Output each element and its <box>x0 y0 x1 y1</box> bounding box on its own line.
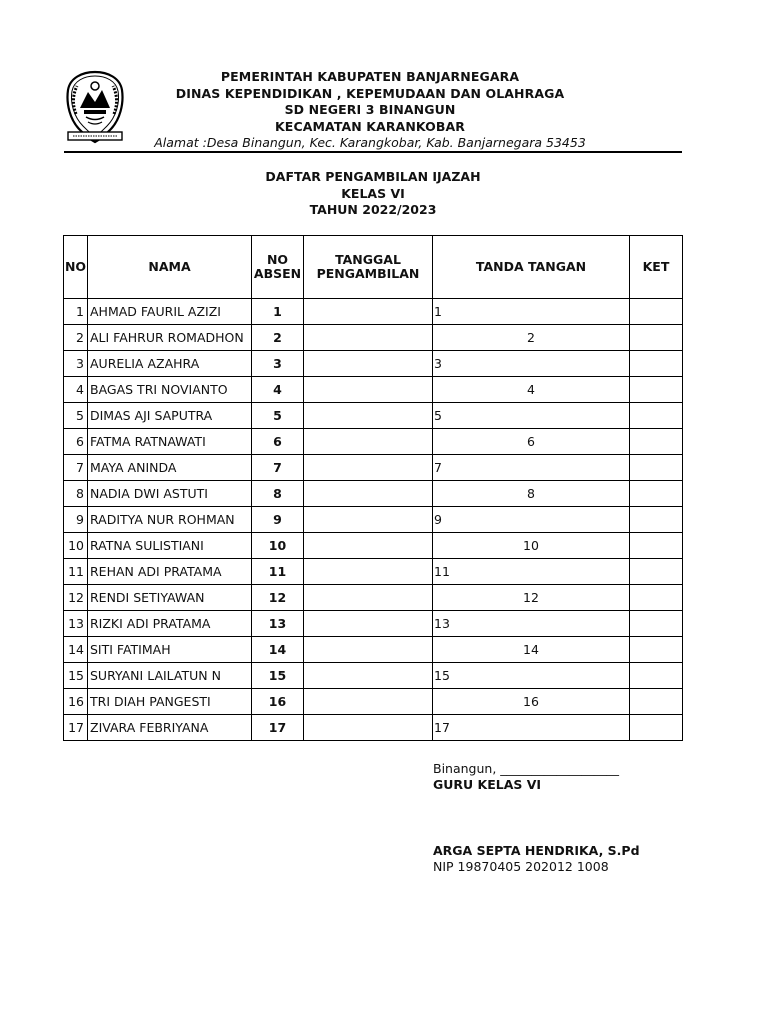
cell-tanggal <box>304 715 433 741</box>
cell-no-absen: 11 <box>252 559 304 585</box>
table-row <box>64 585 683 611</box>
title-line-2: KELAS VI <box>341 185 405 201</box>
cell-nama: RATNA SULISTIANI <box>88 533 252 559</box>
letterhead-divider <box>64 151 682 153</box>
letterhead-line-1: PEMERINTAH KABUPATEN BANJARNEGARA <box>220 69 520 84</box>
cell-tanda-tangan: 16 <box>433 689 630 715</box>
header-tanggal-line-1: TANGGAL <box>335 252 401 267</box>
header-tanggal-line-2: PENGAMBILAN <box>316 266 420 281</box>
cell-no: 5 <box>64 403 88 429</box>
cell-tanggal <box>304 377 433 403</box>
signature-name: ARGA SEPTA HENDRIKA, S.Pd <box>433 843 640 858</box>
cell-tanggal <box>304 637 433 663</box>
signature-block <box>433 761 619 793</box>
cell-ket <box>630 689 683 715</box>
cell-no: 12 <box>64 585 88 611</box>
letterhead-address: Alamat :Desa Binangun, Kec. Karangkobar, Kab. Banjarnegara 53453 <box>154 135 586 150</box>
table-row <box>64 455 683 481</box>
cell-ket <box>630 403 683 429</box>
cell-ket <box>630 663 683 689</box>
cell-tanggal <box>304 533 433 559</box>
cell-ket <box>630 559 683 585</box>
signature-role: GURU KELAS VI <box>433 777 542 792</box>
cell-tanda-tangan: 4 <box>433 377 630 403</box>
cell-ket <box>630 325 683 351</box>
cell-tanda-tangan: 6 <box>433 429 630 455</box>
table-row <box>64 377 683 403</box>
letterhead-line-4: KECAMATAN KARANKOBAR <box>275 118 465 134</box>
cell-tanggal <box>304 455 433 481</box>
cell-ket <box>630 299 683 325</box>
letterhead-line-2: DINAS KEPENDIDIKAN , KEPEMUDAAN DAN OLAHRAGA <box>175 85 565 101</box>
cell-nama: ZIVARA FEBRIYANA <box>88 715 252 741</box>
cell-no: 2 <box>64 325 88 351</box>
regency-seal-logo <box>64 70 126 144</box>
cell-no-absen: 16 <box>252 689 304 715</box>
cell-no-absen: 10 <box>252 533 304 559</box>
cell-no: 8 <box>64 481 88 507</box>
table-row <box>64 481 683 507</box>
table-row <box>64 689 683 715</box>
cell-no: 9 <box>64 507 88 533</box>
cell-no: 13 <box>64 611 88 637</box>
table-row <box>64 663 683 689</box>
table-row <box>64 507 683 533</box>
cell-nama: RIZKI ADI PRATAMA <box>88 611 252 637</box>
cell-tanggal <box>304 689 433 715</box>
cell-no: 1 <box>64 299 88 325</box>
cell-no: 4 <box>64 377 88 403</box>
cell-tanggal <box>304 325 433 351</box>
header-no-absen-line-2: ABSEN <box>253 266 302 281</box>
cell-nama: REHAN ADI PRATAMA <box>88 559 252 585</box>
table-header-row <box>64 236 683 299</box>
cell-nama: BAGAS TRI NOVIANTO <box>88 377 252 403</box>
cell-nama: ALI FAHRUR ROMADHON <box>88 325 252 351</box>
cell-nama: DIMAS AJI SAPUTRA <box>88 403 252 429</box>
cell-no-absen: 1 <box>252 299 304 325</box>
signature-nip: NIP 19870405 202012 1008 <box>433 859 609 874</box>
signature-name-block <box>433 843 640 875</box>
cell-ket <box>630 429 683 455</box>
cell-tanda-tangan: 1 <box>433 299 630 325</box>
header-tanda-tangan: TANDA TANGAN <box>433 236 630 299</box>
cell-tanda-tangan: 12 <box>433 585 630 611</box>
cell-nama: AURELIA AZAHRA <box>88 351 252 377</box>
table-row <box>64 559 683 585</box>
diploma-collection-table <box>63 235 683 741</box>
title-line-3: TAHUN 2022/2023 <box>309 202 437 217</box>
cell-nama: MAYA ANINDA <box>88 455 252 481</box>
cell-tanggal <box>304 351 433 377</box>
cell-tanda-tangan: 17 <box>433 715 630 741</box>
table-row <box>64 533 683 559</box>
signature-place-date: Binangun, ___________________ <box>433 761 620 776</box>
cell-tanggal <box>304 585 433 611</box>
table-row <box>64 611 683 637</box>
header-no-absen <box>252 236 304 299</box>
cell-no-absen: 8 <box>252 481 304 507</box>
cell-tanggal <box>304 611 433 637</box>
cell-no-absen: 6 <box>252 429 304 455</box>
cell-nama: FATMA RATNAWATI <box>88 429 252 455</box>
cell-nama: RENDI SETIYAWAN <box>88 585 252 611</box>
cell-no: 7 <box>64 455 88 481</box>
table-row <box>64 403 683 429</box>
cell-nama: SITI FATIMAH <box>88 637 252 663</box>
cell-ket <box>630 455 683 481</box>
cell-tanda-tangan: 10 <box>433 533 630 559</box>
cell-no-absen: 13 <box>252 611 304 637</box>
cell-no: 14 <box>64 637 88 663</box>
cell-ket <box>630 585 683 611</box>
cell-tanda-tangan: 15 <box>433 663 630 689</box>
cell-no-absen: 12 <box>252 585 304 611</box>
cell-tanda-tangan: 3 <box>433 351 630 377</box>
table-row <box>64 715 683 741</box>
cell-ket <box>630 715 683 741</box>
title-line-1: DAFTAR PENGAMBILAN IJAZAH <box>265 169 481 184</box>
cell-tanggal <box>304 481 433 507</box>
cell-tanda-tangan: 7 <box>433 455 630 481</box>
cell-nama: TRI DIAH PANGESTI <box>88 689 252 715</box>
cell-no: 15 <box>64 663 88 689</box>
document-title <box>64 169 682 219</box>
cell-no-absen: 9 <box>252 507 304 533</box>
cell-tanda-tangan: 2 <box>433 325 630 351</box>
cell-no-absen: 15 <box>252 663 304 689</box>
cell-ket <box>630 351 683 377</box>
cell-no-absen: 14 <box>252 637 304 663</box>
cell-no-absen: 7 <box>252 455 304 481</box>
cell-ket <box>630 637 683 663</box>
cell-no-absen: 17 <box>252 715 304 741</box>
cell-tanda-tangan: 5 <box>433 403 630 429</box>
table-row <box>64 429 683 455</box>
cell-ket <box>630 533 683 559</box>
cell-ket <box>630 507 683 533</box>
cell-no-absen: 4 <box>252 377 304 403</box>
cell-ket <box>630 611 683 637</box>
cell-tanda-tangan: 9 <box>433 507 630 533</box>
letterhead <box>150 69 590 151</box>
cell-tanda-tangan: 14 <box>433 637 630 663</box>
cell-tanggal <box>304 429 433 455</box>
cell-tanda-tangan: 11 <box>433 559 630 585</box>
cell-no: 10 <box>64 533 88 559</box>
table-row <box>64 299 683 325</box>
cell-nama: RADITYA NUR ROHMAN <box>88 507 252 533</box>
header-ket: KET <box>630 236 683 299</box>
header-tanggal-pengambilan <box>304 236 433 299</box>
table-row <box>64 637 683 663</box>
header-no: NO <box>64 236 88 299</box>
cell-nama: SURYANI LAILATUN N <box>88 663 252 689</box>
cell-ket <box>630 377 683 403</box>
letterhead-line-3: SD NEGERI 3 BINANGUN <box>284 102 456 117</box>
cell-no-absen: 3 <box>252 351 304 377</box>
header-nama: NAMA <box>88 236 252 299</box>
table-row <box>64 351 683 377</box>
cell-tanggal <box>304 403 433 429</box>
table-row <box>64 325 683 351</box>
cell-tanggal <box>304 663 433 689</box>
cell-no: 16 <box>64 689 88 715</box>
cell-nama: NADIA DWI ASTUTI <box>88 481 252 507</box>
cell-no: 6 <box>64 429 88 455</box>
header-no-absen-line-1: NO <box>266 252 289 267</box>
cell-tanggal <box>304 507 433 533</box>
cell-no-absen: 2 <box>252 325 304 351</box>
cell-ket <box>630 481 683 507</box>
cell-nama: AHMAD FAURIL AZIZI <box>88 299 252 325</box>
cell-no: 11 <box>64 559 88 585</box>
cell-tanda-tangan: 13 <box>433 611 630 637</box>
cell-tanggal <box>304 559 433 585</box>
cell-tanggal <box>304 299 433 325</box>
cell-tanda-tangan: 8 <box>433 481 630 507</box>
cell-no: 3 <box>64 351 88 377</box>
cell-no: 17 <box>64 715 88 741</box>
cell-no-absen: 5 <box>252 403 304 429</box>
